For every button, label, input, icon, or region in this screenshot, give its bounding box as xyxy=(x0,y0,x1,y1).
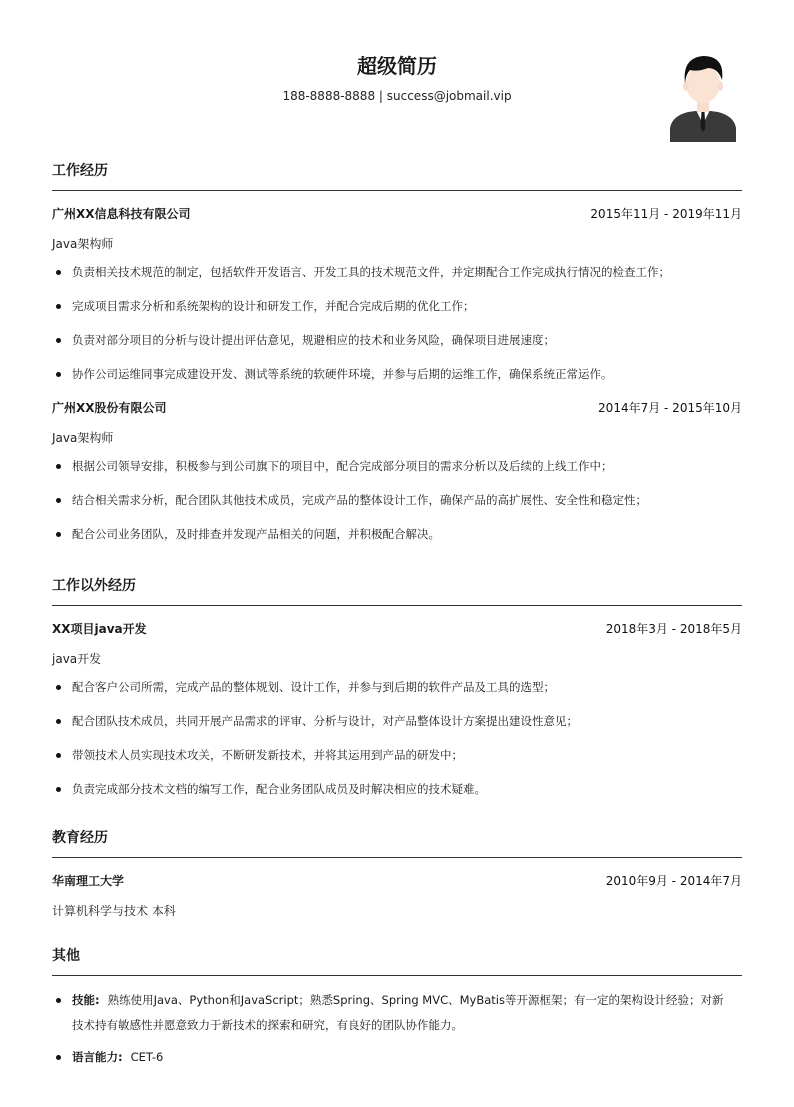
entry-role: Java架构师 xyxy=(52,431,114,445)
education-entry xyxy=(52,872,742,919)
work-section xyxy=(52,160,742,542)
entry-role: Java架构师 xyxy=(52,237,114,251)
bullet-item: 负责完成部分技术文档的编写工作，配合业务团队成员及时解决相应的技术疑难。 xyxy=(52,781,742,797)
bullet-item: 配合客户公司所需，完成产品的整体规划、设计工作，并参与到后期的软件产品及工具的选型； xyxy=(52,679,742,695)
major: 计算机科学与技术 本科 xyxy=(52,904,176,918)
language-value: CET-6 xyxy=(130,1050,164,1064)
bullet-list xyxy=(52,679,742,797)
entry-date: 2015年11月 - 2019年11月 xyxy=(590,207,742,221)
resume-name: 超级简历 xyxy=(357,54,437,78)
language-item xyxy=(52,1045,742,1070)
section-title-work: 工作经历 xyxy=(52,160,742,191)
school-name: 华南理工大学 xyxy=(52,874,125,888)
skills-text-line1: 熟练使用Java、Python和JavaScript；熟悉Spring、Spring MVC、MyBatis等开源框架；有一定的架构设计经验；对新 xyxy=(107,993,724,1007)
bullet-item: 完成项目需求分析和系统架构的设计和研发工作，并配合完成后期的优化工作； xyxy=(52,298,742,314)
bullet-item: 负责相关技术规范的制定，包括软件开发语言、开发工具的技术规范文件，并定期配合工作完成执行情况的检查工作； xyxy=(52,264,742,280)
misc-section xyxy=(52,945,742,1070)
skills-text-line2: 技术持有敏感性并愿意致力于新技术的探索和研究，有良好的团队协作能力。 xyxy=(72,1018,463,1032)
bullet-item: 带领技术人员实现技术攻关，不断研发新技术，并将其运用到产品的研发中； xyxy=(52,747,742,763)
work-entry xyxy=(52,205,742,382)
bullet-item: 协作公司运维同事完成建设开发、测试等系统的软硬件环境，并参与后期的运维工作，确保系统正常运作。 xyxy=(52,366,742,382)
section-title-other-experience: 工作以外经历 xyxy=(52,575,742,606)
other-experience-section xyxy=(52,575,742,797)
section-title-misc: 其他 xyxy=(52,945,742,976)
entry-org: 广州XX股份有限公司 xyxy=(52,401,167,415)
bullet-item: 负责对部分项目的分析与设计提出评估意见，规避相应的技术和业务风险，确保项目进展速度； xyxy=(52,332,742,348)
entry-date: 2010年9月 - 2014年7月 xyxy=(605,874,742,888)
project-entry xyxy=(52,620,742,797)
language-label: 语言能力: xyxy=(72,1050,123,1064)
resume-header xyxy=(52,0,742,150)
skills-label: 技能: xyxy=(72,993,100,1007)
skills-item xyxy=(52,988,742,1038)
bullet-list xyxy=(52,264,742,382)
bullet-item: 配合团队技术成员，共同开展产品需求的评审、分析与设计，对产品整体设计方案提出建设性意见； xyxy=(52,713,742,729)
avatar xyxy=(668,50,738,142)
entry-org: XX项目java开发 xyxy=(52,622,147,636)
bullet-list xyxy=(52,458,742,542)
contact-info: 188-8888-8888 | success@jobmail.vip xyxy=(282,89,512,103)
entry-role: java开发 xyxy=(52,652,102,666)
work-entry xyxy=(52,399,742,542)
entry-org: 广州XX信息科技有限公司 xyxy=(52,207,191,221)
section-title-education: 教育经历 xyxy=(52,827,742,858)
bullet-item: 结合相关需求分析，配合团队其他技术成员，完成产品的整体设计工作，确保产品的高扩展性、安全性和稳定性； xyxy=(52,492,742,508)
education-section xyxy=(52,827,742,919)
entry-date: 2014年7月 - 2015年10月 xyxy=(598,401,742,415)
entry-date: 2018年3月 - 2018年5月 xyxy=(605,622,742,636)
bullet-item: 配合公司业务团队，及时排查并发现产品相关的问题，并积极配合解决。 xyxy=(52,526,742,542)
bullet-item: 根据公司领导安排，积极参与到公司旗下的项目中，配合完成部分项目的需求分析以及后续的上线工作中； xyxy=(52,458,742,474)
